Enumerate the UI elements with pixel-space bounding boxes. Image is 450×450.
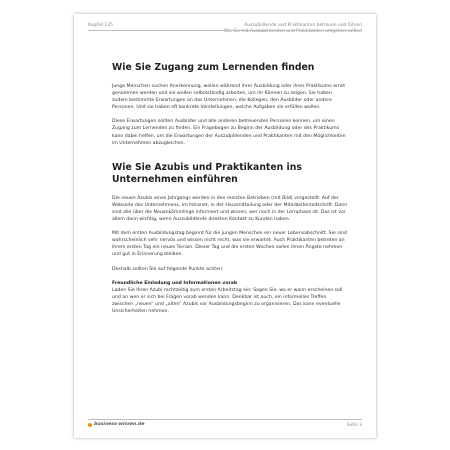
header-divider xyxy=(88,30,362,31)
section2-heading: Wie Sie Azubis und Praktikanten ins Unternehmen einführen xyxy=(112,161,302,185)
section1-heading: Wie Sie Zugang zum Lernenden finden xyxy=(112,62,315,73)
section2-subheading: Freundliche Einladung und Informationen vorab xyxy=(112,280,238,286)
header-chapter: Kapitel 135 xyxy=(88,23,113,28)
section2-paragraph-1: Die neuen Azubis eines Jahrgangs werden in den meisten Betrieben (mit Bild) vorgestellt: Auf der Webseite des Unternehmens, im Intranet, in der Hausmitteilung oder der Mitarbeiterzeitschrift. Dann sind alle über die Neuankömmlinge informiert und wissen, wer noch in der Lernphase ist. Das ist vor allem dann wichtig, wenn Auszubildende direkten Kontakt zu Kunden haben. xyxy=(112,195,348,223)
footer-logo xyxy=(88,422,144,427)
section2-paragraph-4: Laden Sie Ihren Azubi rechtzeitig zum ersten Arbeitstag ein: Sagen Sie, wo er wann erscheinen soll und an wen er sich bei Fragen vorab wenden kann. Denkbar ist auch, ein informelles Treffen zwischen „neuen“ und „alten“ Azubis vor Ausbildungsbeginn zu organisieren. Das kann eventuelle Unsicherheiten nehmen. xyxy=(112,287,343,314)
header-title-line1: Auszubildende und Praktikanten betreuen und führen xyxy=(244,23,362,28)
section2-paragraph-3: Deshalb sollten Sie auf folgende Punkte achten: xyxy=(112,266,224,272)
footer-divider xyxy=(88,419,362,420)
logo-dot-icon xyxy=(88,423,92,427)
header-title-line2: Wie Sie mit Auszubildenden und Praktikanten umgehen sollten xyxy=(223,29,362,34)
section1-paragraph-2: Diese Erwartungen sollten Ausbilder und alle anderen betreuenden Personen kennen, um einen Zugang zum Lernenden zu finden. Ein Fragebogen zu Beginn der Ausbildung oder des Praktikums kann dabei helfen, um die Erwartungen der Auszubildenden und Praktikanten mit den Möglichkeiten im Unternehmen abzugleichen. xyxy=(112,119,346,146)
page-content xyxy=(112,62,348,315)
page-number: Seite 3 xyxy=(346,423,362,428)
document-page xyxy=(74,14,376,438)
logo-text: business-wissen.de xyxy=(94,422,145,427)
section1-paragraph-1: Junge Menschen suchen Anerkennung, wollen während ihrer Ausbildung oder ihres Praktikums ernst genommen werden und sie wollen selbstständig arbeiten, um ihr Können zu zeigen. Sie haben zudem bestimmte Erwartungen an das Unternehmen, die Kollegen, den Ausbilder oder andere Personen. Und sie haben oft konkrete Vorstellungen, welche Aufgaben sie erfüllen wollen. xyxy=(112,84,346,111)
section2-paragraph-2: Mit dem ersten Ausbildungstag beginnt für die jungen Menschen ein neuer Lebensabschnitt. Sie sind wahrscheinlich sehr nervös und wissen nicht recht, was sie erwartet. Auch Praktikanten betreten an ihrem ersten Tag ein neues Terrain. Dieser Tag und die ersten Wochen sollen ihnen Ängste nehmen und gut in Erinnerung bleiben. xyxy=(112,231,347,258)
